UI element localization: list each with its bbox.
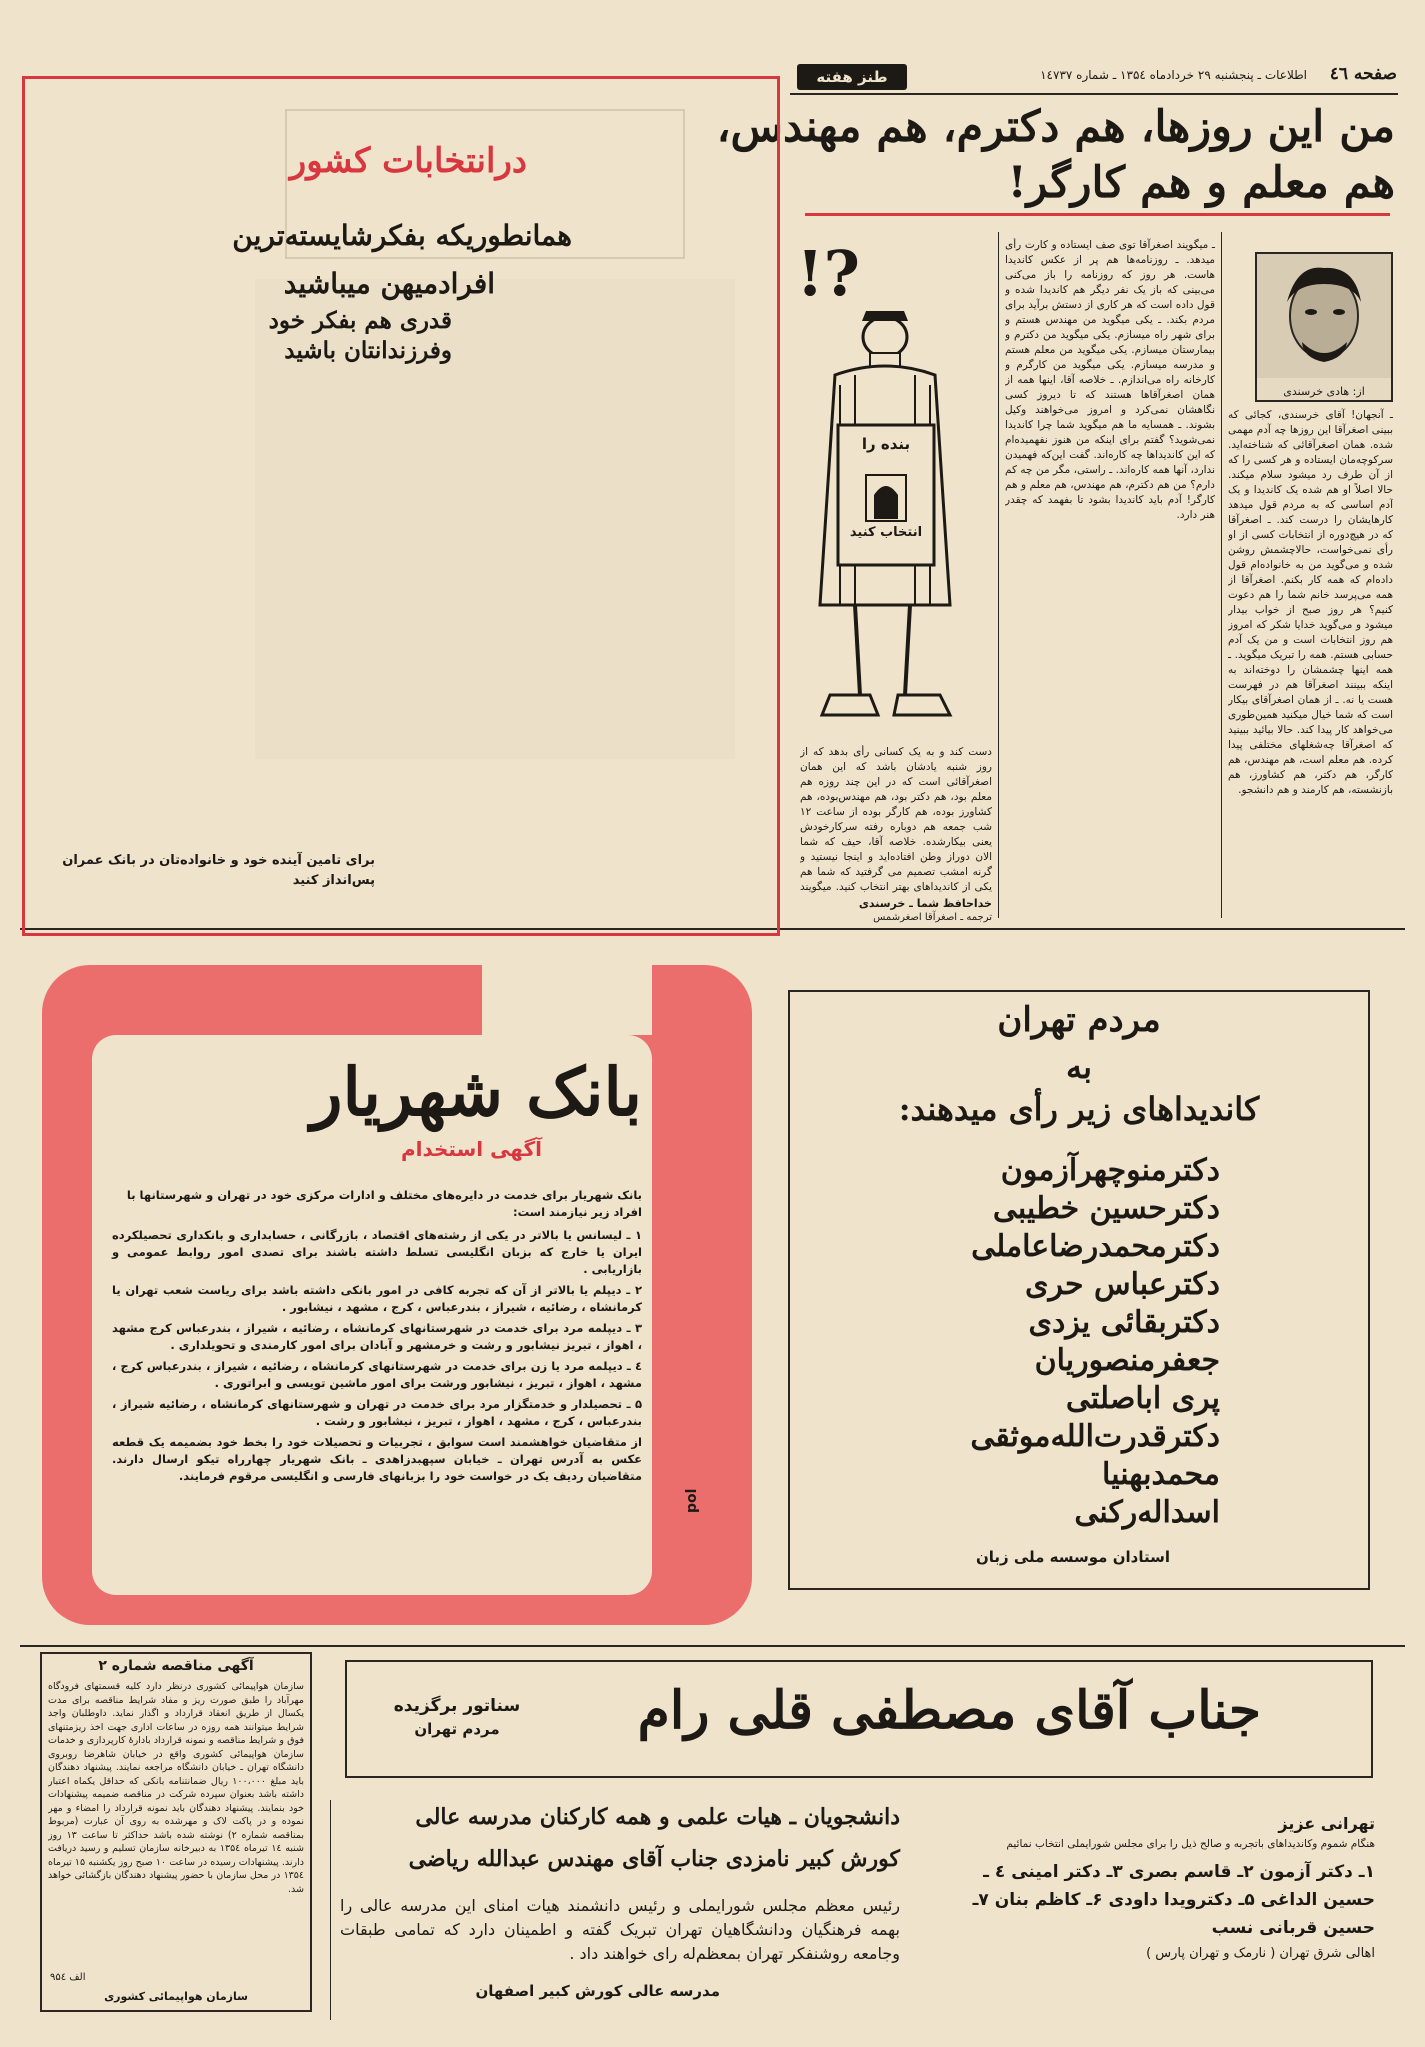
tender-ad-title: آگهی مناقصه شماره ۲ (98, 1658, 254, 1674)
ram-ad-name: جناب آقای مصطفی قلی رام (637, 1680, 1261, 1741)
election-ad-line1: همانطوریکه بفکرشایسته‌ترین (232, 219, 572, 252)
election-ad-line3: قدری هم بفکر خود (268, 307, 452, 334)
bank-ad-item: ۳ ـ دیپلمه مرد برای خدمت در شهرستانهای کرمانشاه ، رضائیه ، شیراز ، بندرعباس کرج مشهد ، اهواز ، تبریز نیشابور و رشت و خرمشهر و آبادان برای امور کارمندی و تحویلداری . (112, 1321, 642, 1352)
election-ad (22, 76, 780, 936)
bank-ad-subtitle: آگهی استخدام (400, 1137, 542, 1161)
candidate-item: دکترقدرت‌الله‌موثقی (970, 1419, 1220, 1454)
candidate-item: دکترمنوچهرآزمون (1000, 1153, 1220, 1188)
satire-column-right: ـ آنجهان! آقای خرسندی، کجائی که ببینی اصغرآقا این روزها چه آدم مهمی شده. همان اصغرآقائی که شناخته‌اید. سرکوچه‌مان ایستاده و هر کسی را که از آن طرف رد میشود سلام میکند. حالا اصلاً او هم شده یک کاندیدا و یک آدم اساسی که به مردم قول میدهد کارهایشان را درست کند. ـ اصغرآقا که در هیچ‌دوره از انتخابات کسی از او رأی نمی‌خواست، حالاچشمش روشن شده و می‌گوید من به خانواده‌ام قول داده‌ام که همه کار بکنم. اصغرآقا از همه می‌پرسد خانم شما را هم دعوت کنیم؟ هر روز صبح از خواب بیدار میشود و می‌گوید خدایا شکر که امروز هم روز انتخابات است و من یک آدم حسابی هستم. همه را تبریک میگوید. ـ همه اینها چشمشان را دوخته‌اند به اینکه ببینند اصغرآقا هم در فهرست هست یا نه. ـ از همان اصغرآقای بیکار است که شما خیال میکنید همین‌طوری می‌خواهد کار پیدا کند. حالا بیائید ببینید که اصغرآقا چه‌شغلهای مختلفی پیدا کرده. هم معلم است، هم مهندس، هم کارگر، هم دکتر، هم کشاورز، هم بازنشسته، هم کارمند و هم دانشجو. (1228, 409, 1393, 796)
students-ad-headline2: کورش کبیر نامزدی جناب آقای مهندس عبدالله ریاضی (408, 1846, 900, 1872)
tender-ad-signature: سازمان هواپیمائی کشوری (104, 1990, 248, 2003)
satire-column-middle: ـ میگویند اصغرآقا توی صف ایستاده و کارت رأی میدهد. ـ روزنامه‌ها هم پر از عکس کاندیدا هاست. هر روز که روزنامه را باز می‌کنی می‌بینی که باز یک نفر دیگر هم کاندیدا شده و قول داده است که هر کاری از دستش برآید برای مردم بکند. ـ یکی میگوید من مهندس هستم و برای شهر راه میسازم. یکی میگوید من دکترم و بیمارستان میسازم. یکی میگوید من معلم هستم و مدرسه میسازم. یکی میگوید من کارگرم و کارخانه راه می‌اندازم. ـ خلاصه آقا، اینها همه از همان اصغرآقاها هستند که تا دیروز کسی نگاهشان نمی‌کرد و امروز می‌خواهند وکیل بشوند. ـ همسایه ما هم میگوید شما چرا کاندیدا نمی‌شوید؟ گفتم برای اینکه من هنوز نفهمیده‌ام که این کاندیداها چه کاره‌اند. گفت این‌که فهمیدن ندارد، آنها همه کاره‌اند. ـ راستی، مگر من چه کم دارم؟ من هم دکترم، هم مهندس، هم معلم و هم کارگر! آدم باید کاندیدا بشود تا بفهمد که چقدر هنر دارد. (1005, 239, 1215, 521)
cartoon-sign-top: بنده را (861, 435, 911, 453)
satire-source: ترجمه ـ اصغرآقا اصغرشمس (873, 912, 992, 923)
tehran-ad-line1: مردم تهران (997, 1000, 1161, 1040)
candidate-item: اسداله‌رکنی (1074, 1495, 1220, 1530)
bank-ad-agency-mark: pol (684, 1488, 700, 1513)
candidate-item: دکترحسین خطیبی (992, 1191, 1220, 1226)
students-ad (330, 1800, 910, 2020)
dateline: اطلاعات ـ پنجشنبه ۲۹ خردادماه ۱۳۵٤ ـ شماره ۱٤۷۳۷ (1040, 68, 1307, 82)
satire-headline-2: هم معلم و هم کارگر! (1007, 158, 1395, 208)
satire-headline-1: من این روزها، هم دکترم، هم مهندس، (716, 102, 1395, 152)
students-ad-signature: مدرسه عالی کورش کبیر اصفهان (475, 1982, 720, 2000)
candidate-item: جعفرمنصوریان (1034, 1343, 1220, 1378)
author-portrait-icon (1257, 254, 1391, 378)
tender-ad-body: سازمان هواپیمائی کشوری درنظر دارد کلیه قسمتهای فرودگاه مهرآباد را طبق صورت ریز و مفاد شرایط مناقصه برای مدت یکسال از طریق انعقاد قرارداد و اگذار نماید. داوطلبان واجد شرایط میتوانند همه روزه در ساعات اداری جهت اخذ ریزمتنهای فوق و شرایط مناقصه و نمونه قرارداد بادارهٔ کارپردازی و خدمات سازمان هواپیمائی کشوری واقع در خیابان شاهرضا روبروی دانشگاه تهران ـ خیابان دانشگاه مراجعه نمایند. پیشنهاد دهندگان باید مبلغ ۱۰۰،۰۰۰ ریال ضمانتنامه بانکی که حداقل یکماه اعتبار داشته باشد بعنوان سپرده شرکت در مناقصه ضمیمه پیشنهادات خود بنمایند. پیشنهاد دهندگان باید نمونه قرارداد را امضاء و مهر نموده و در پاکت لاک و مهرشده به روی آن عبارت (مربوط بمناقصه شماره ۲) نوشته شده باشد حداکثر تا ساعت ۱۳ روز شنبه ۱٤ تیرماه ۱۳۵٤ به دبیرخانه سازمان تسلیم و رسید دریافت دارند. پیشنهادات رسیده در ساعت ۱۰ صبح روز یکشنبه ۱۵ تیرماه ۱۳۵٤ در محل سازمان با حضور پیشنهاد دهندگان بازگشائی خواهد شد. (48, 1681, 304, 1895)
tender-ad-code: الف ۹۵٤ (50, 1972, 86, 1983)
east-tehran-ad-line1: ۱ـ دکتر آزمون ۲ـ قاسم بصری ۳ـ دکتر امینی ٤ ـ (983, 1862, 1375, 1882)
candidate-item: دکتربقائی یزدی (1028, 1305, 1220, 1340)
east-tehran-ad-lead: هنگام شموم وکاندیداهای باتجربه و صالح ذیل را برای مجلس شورایملی انتخاب نمائیم (1006, 1838, 1375, 1850)
candidate-item: دکترعباس حری (1025, 1267, 1220, 1302)
candidate-item: دکترمحمدرضاعاملی (971, 1229, 1220, 1264)
tehran-ad-line3: کاندیداهای زیر رأی میدهند: (898, 1090, 1260, 1128)
election-ad-footer: برای تامین آینده خود و خانواده‌تان در بانک عمران پس‌انداز کنید (62, 853, 375, 888)
bank-ad-item: ٤ ـ دیپلمه مرد یا زن برای خدمت در شهرستانهای کرمانشاه ، رضائیه ، شیراز ، بندرعباس کرج ، مشهد ، اهواز ، تبریز ، نیشابور ورشت برای امور ماشین تویسی و ابراتوری . (112, 1359, 642, 1390)
tehran-ad-signature: استادان موسسه ملی زبان (975, 1548, 1170, 1566)
satire-column-left: دست کند و به یک کسانی رأی بدهد که از روز شنبه یادشان باشد که این همان اصغرآقائی است که در این چند روزه هم معلم بود، هم دکتر بود، هم مهندس‌بوده، هم کشاورز بوده، هم کارگر بوده از ساعت ۱۲ شب جمعه هم دوباره رفته سرکارخودش یعنی بیکارشده. خلاصه آقا، حیف که شما الان دوراز وطن افتاده‌اید و اینجا نیستید و گرنه امشب تصمیم می گرفتید که شما هم یکی از کاندیداهای بهتر انتخاب کنید. میگویند (800, 746, 992, 893)
page-number: صفحه ٤٦ (1329, 64, 1397, 84)
east-tehran-ad-line3: حسین قربانی نسب (1211, 1918, 1375, 1938)
bank-ad-intro: بانک شهریار برای خدمت در دایره‌های مختلف و ادارات مرکزی خود در تهران و شهرستانها با افراد زیر نیازمند است: (126, 1188, 642, 1219)
author-photo (1255, 252, 1393, 402)
candidate-item: پری اباصلتی (1065, 1381, 1220, 1416)
bank-ad (42, 965, 752, 1625)
candidate-item: محمدبهنیا (1102, 1457, 1220, 1492)
east-tehran-ad-title: تهرانی عزیز (1278, 1814, 1375, 1833)
students-ad-body: رئیس معظم مجلس شورایملی و رئیس دانشمند هیات امنای این مدرسه عالی را بهمه فرهنگیان ودانشگاهیان تهران تبریک گفته و اطمینان دارد که تمامی طبقات وجامعه روشنفکر تهران بمعظم‌له رای خواهند داد . (340, 1896, 900, 1963)
column-divider-1 (1221, 232, 1222, 918)
header-rule (790, 93, 1398, 95)
satire-cartoon (800, 225, 992, 735)
candidate-list (890, 1152, 1220, 1532)
tender-ad (40, 1652, 312, 2012)
satire-headline-rule (805, 213, 1390, 216)
satire-closing: خداحافظ شما ـ خرسندی (858, 897, 992, 910)
column-divider-2 (998, 232, 999, 918)
bank-ad-item: ۱ ـ لیسانس یا بالاتر در یکی از رشته‌های اقتصاد ، بازرگانی ، حسابداری و بانکداری تحصیلکرده ایران یا خارج که بزبان انگلیسی تسلط داشته باشند برای تصدی امور روابط عمومی و بازاریابی . (112, 1228, 642, 1276)
section-rule-middle (20, 1645, 1405, 1647)
bank-ad-items (112, 1227, 642, 1485)
author-caption: از: هادی خرسندی (1283, 385, 1365, 398)
tehran-ad-line2: به (1065, 1048, 1093, 1086)
cartoon-sign-bottom: انتخاب کنید (849, 525, 923, 540)
bank-ad-outro: از متقاضیان خواهشمند است سوابق ، تجربیات و تحصیلات خود را بخط خود بضمیمه یک قطعه عکس به آدرس تهران ـ خیابان سپهبدزاهدی ـ بانک شهریار چهارراه تیکو ارسال دارند. متقاضیان ردیف یک در خواست خود را بزبانهای فارسی و انگلیسی مرقوم فرمایند. (112, 1435, 642, 1483)
bank-ad-item: ۵ ـ تحصیلدار و خدمتگزار مرد برای خدمت در تهران و شهرستانهای کرمانشاه ، رضائیه شیراز ، بندرعباس ، کرج ، مشهد ، اهواز ، تبریز ، نیشابور و رشت . (112, 1397, 642, 1428)
bank-ad-notch (482, 965, 652, 1035)
east-tehran-ad-line2: حسین الداغی ۵ـ دکترویدا داودی ۶ـ کاظم بنان ۷ـ (972, 1890, 1375, 1910)
section-badge: طنز هفته (797, 64, 907, 90)
ram-senator-ad (345, 1660, 1373, 1778)
cartoon-marks: ?! (800, 237, 860, 310)
ram-ad-side-line2: مردم تهران (414, 1720, 500, 1738)
election-ad-line2: افرادمیهن میباشید (283, 267, 495, 300)
bank-ad-item: ۲ ـ دیپلم یا بالاتر از آن که تجربه کافی در امور بانکی داشته باشد برای ریاست شعب تهران یا کرمانشاه ، رضائیه ، شیراز ، بندرعباس ، کرج ، مشهد ، نیشابور . (112, 1283, 642, 1314)
students-ad-headline1: دانشجویان ـ هیات علمی و همه کارکنان مدرسه عالی (415, 1804, 900, 1830)
election-ad-title: درانتخابات کشور (289, 141, 527, 181)
east-tehran-ad (925, 1800, 1385, 2020)
bank-ad-title: بانک شهریار (310, 1053, 642, 1131)
ram-ad-side-line1: سناتور برگزیده (393, 1696, 521, 1716)
tehran-candidates-ad (788, 990, 1370, 1590)
east-tehran-ad-signature: اهالی شرق تهران ( نارمک و تهران پارس ) (1146, 1946, 1375, 1961)
election-ad-line4: وفرزندانتان باشید (284, 337, 452, 364)
